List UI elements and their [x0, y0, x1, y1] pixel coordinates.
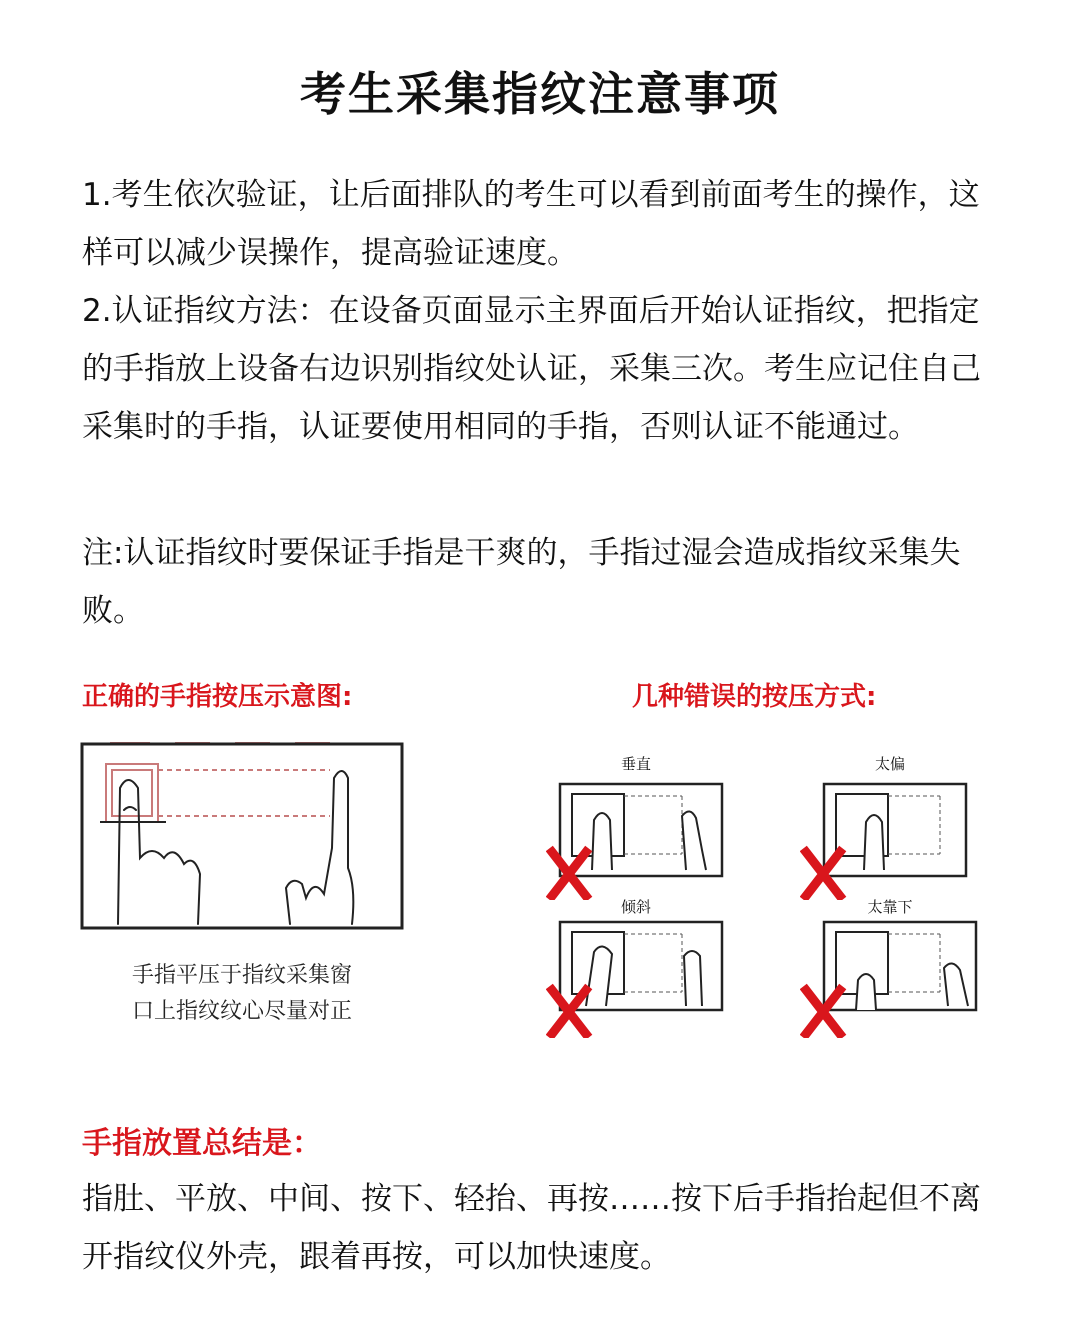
correct-press-heading: 正确的手指按压示意图: — [82, 682, 353, 712]
correct-press-diagram — [80, 738, 406, 932]
label-too-low: 太靠下 — [867, 898, 913, 916]
correct-press-caption — [82, 958, 402, 1030]
summary-paragraph: 指肚、平放、中间、按下、轻抬、再按……按下后手指抬起但不离开指纹仪外壳，跟着再按，可以加快速度。 — [82, 1181, 981, 1275]
label-tilted: 倾斜 — [620, 898, 651, 916]
summary-heading: 手指放置总结是： — [82, 1126, 322, 1161]
wrong-vertical-diagram — [546, 780, 726, 900]
label-too-off-center: 太偏 — [874, 755, 905, 773]
wrong-off-center-diagram — [800, 780, 980, 900]
wrong-tilted-diagram — [546, 918, 726, 1038]
wrong-press-heading: 几种错误的按压方式: — [632, 682, 877, 712]
instruction-paragraph-2: 2.认证指纹方法：在设备页面显示主界面后开始认证指纹，把指定的手指放上设备右边识别指纹处认证，采集三次。考生应记住自己采集时的手指，认证要使用相同的手指，否则认证不能通过。 — [82, 293, 981, 445]
wrong-too-low-diagram — [800, 918, 980, 1038]
caption-line-1: 手指平压于指纹采集窗 — [131, 963, 352, 988]
instruction-paragraph-1: 1.考生依次验证，让后面排队的考生可以看到前面考生的操作，这样可以减少误操作，提高验证速度。 — [82, 177, 980, 271]
page-title: 考生采集指纹注意事项 — [300, 67, 780, 121]
label-vertical: 垂直 — [620, 755, 651, 773]
note-paragraph: 注:认证指纹时要保证手指是干爽的，手指过湿会造成指纹采集失败。 — [82, 535, 961, 629]
caption-line-2: 口上指纹纹心尽量对正 — [131, 999, 352, 1024]
